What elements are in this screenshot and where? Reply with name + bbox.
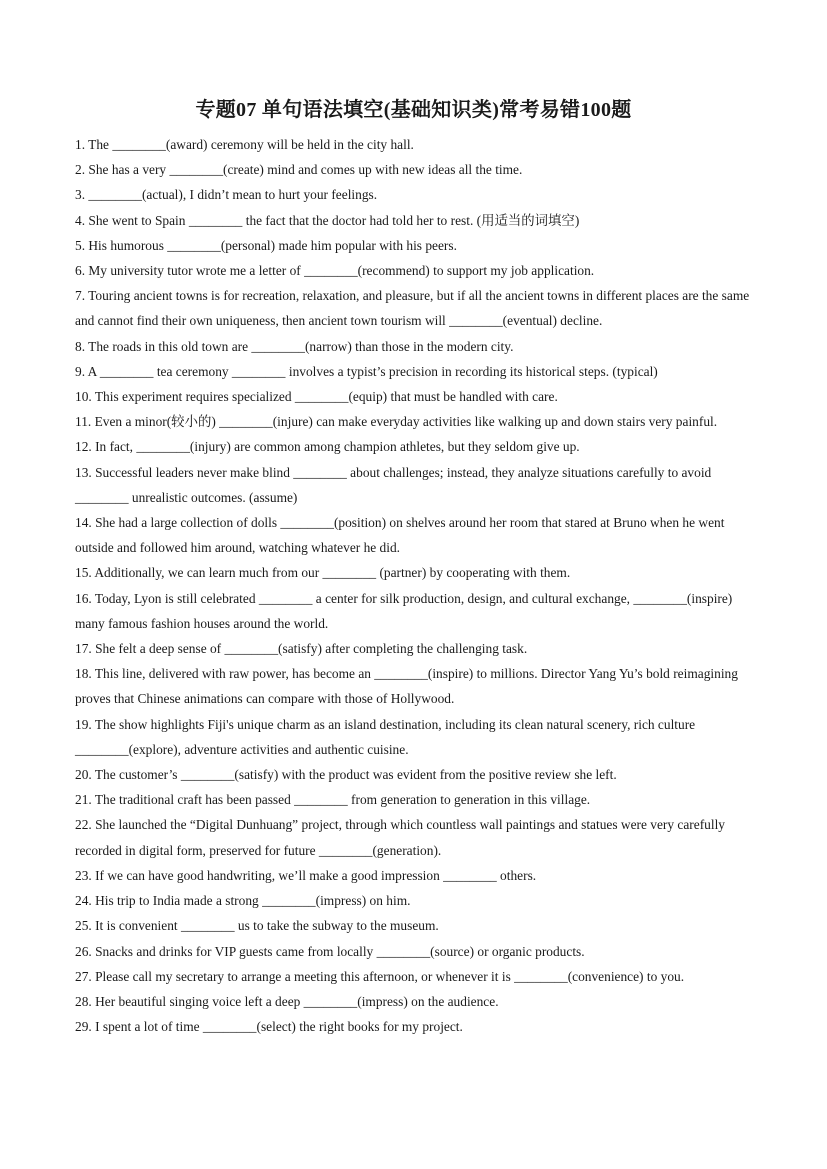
- question-item: 5. His humorous ________(personal) made him popular with his peers.: [75, 237, 457, 253]
- question-item: 3. ________(actual), I didn’t mean to hurt your feelings.: [75, 187, 378, 203]
- question-item: 26. Snacks and drinks for VIP guests came from locally ________(source) or organic products.: [75, 943, 585, 959]
- question-item: 7. Touring ancient towns is for recreation, relaxation, and pleasure, but if all the ancient towns in different places are the same and cannot find their own uniqueness, then ancient town tourism will ________(eventual) decline.: [75, 288, 750, 329]
- question-item: 25. It is convenient ________ us to take the subway to the museum.: [75, 918, 439, 934]
- question-item: 15. Additionally, we can learn much from our ________ (partner) by cooperating with them.: [75, 565, 571, 581]
- question-item: 19. The show highlights Fiji's unique charm as an island destination, including its clean natural scenery, rich culture ________(explore), adventure activities and authentic cuisine.: [75, 716, 696, 757]
- question-item: 23. If we can have good handwriting, we’ll make a good impression ________ others.: [75, 867, 537, 883]
- question-item: 22. She launched the “Digital Dunhuang” project, through which countless wall paintings and statues were very carefully recorded in digital form, preserved for future ________(generation).: [75, 817, 726, 858]
- question-item: 8. The roads in this old town are ________(narrow) than those in the modern city.: [75, 338, 514, 354]
- question-item: 10. This experiment requires specialized ________(equip) that must be handled with care.: [75, 389, 558, 405]
- question-item: 12. In fact, ________(injury) are common among champion athletes, but they seldom give up.: [75, 439, 580, 455]
- question-item: 24. His trip to India made a strong ________(impress) on him.: [75, 893, 411, 909]
- question-item: 17. She felt a deep sense of ________(satisfy) after completing the challenging task.: [75, 641, 528, 657]
- question-item: 4. She went to Spain ________ the fact that the doctor had told her to rest. (用适当的词填空): [75, 212, 580, 228]
- question-item: 28. Her beautiful singing voice left a deep ________(impress) on the audience.: [75, 993, 499, 1009]
- question-item: 18. This line, delivered with raw power, has become an ________(inspire) to millions. Director Yang Yu’s bold reimagining proves that Chinese animations can compare with those of Hollywood.: [75, 666, 738, 707]
- question-item: 27. Please call my secretary to arrange a meeting this afternoon, or whenever it is ________(convenience) to you.: [75, 968, 685, 984]
- question-item: 13. Successful leaders never make blind ________ about challenges; instead, they analyze situations carefully to avoid ________ unrealistic outcomes. (assume): [75, 464, 712, 505]
- question-item: 1. The ________(award) ceremony will be held in the city hall.: [75, 137, 414, 152]
- question-item: 21. The traditional craft has been passed ________ from generation to generation in this village.: [75, 792, 591, 808]
- question-list: [75, 132, 755, 1039]
- question-item: 11. Even a minor(较小的) ________(injure) can make everyday activities like walking up and down stairs very painful.: [75, 414, 718, 430]
- page-title: 专题07 单句语法填空(基础知识类)常考易错100题: [195, 99, 632, 121]
- question-item: 9. A ________ tea ceremony ________ involves a typist’s precision in recording its historical steps. (typical): [75, 363, 658, 379]
- question-item: 29. I spent a lot of time ________(select) the right books for my project.: [75, 1019, 463, 1035]
- question-item: 16. Today, Lyon is still celebrated ________ a center for silk production, design, and cultural exchange, ________(inspire) many famous fashion houses around the world.: [75, 590, 733, 631]
- question-item: 20. The customer’s ________(satisfy) with the product was evident from the positive review she left.: [75, 767, 617, 783]
- question-item: 14. She had a large collection of dolls ________(position) on shelves around her room that stared at Bruno when he went outside and followed him around, watching whatever he did.: [75, 515, 725, 556]
- question-item: 2. She has a very ________(create) mind and comes up with new ideas all the time.: [75, 162, 523, 178]
- question-item: 6. My university tutor wrote me a letter of ________(recommend) to support my job application.: [75, 263, 595, 279]
